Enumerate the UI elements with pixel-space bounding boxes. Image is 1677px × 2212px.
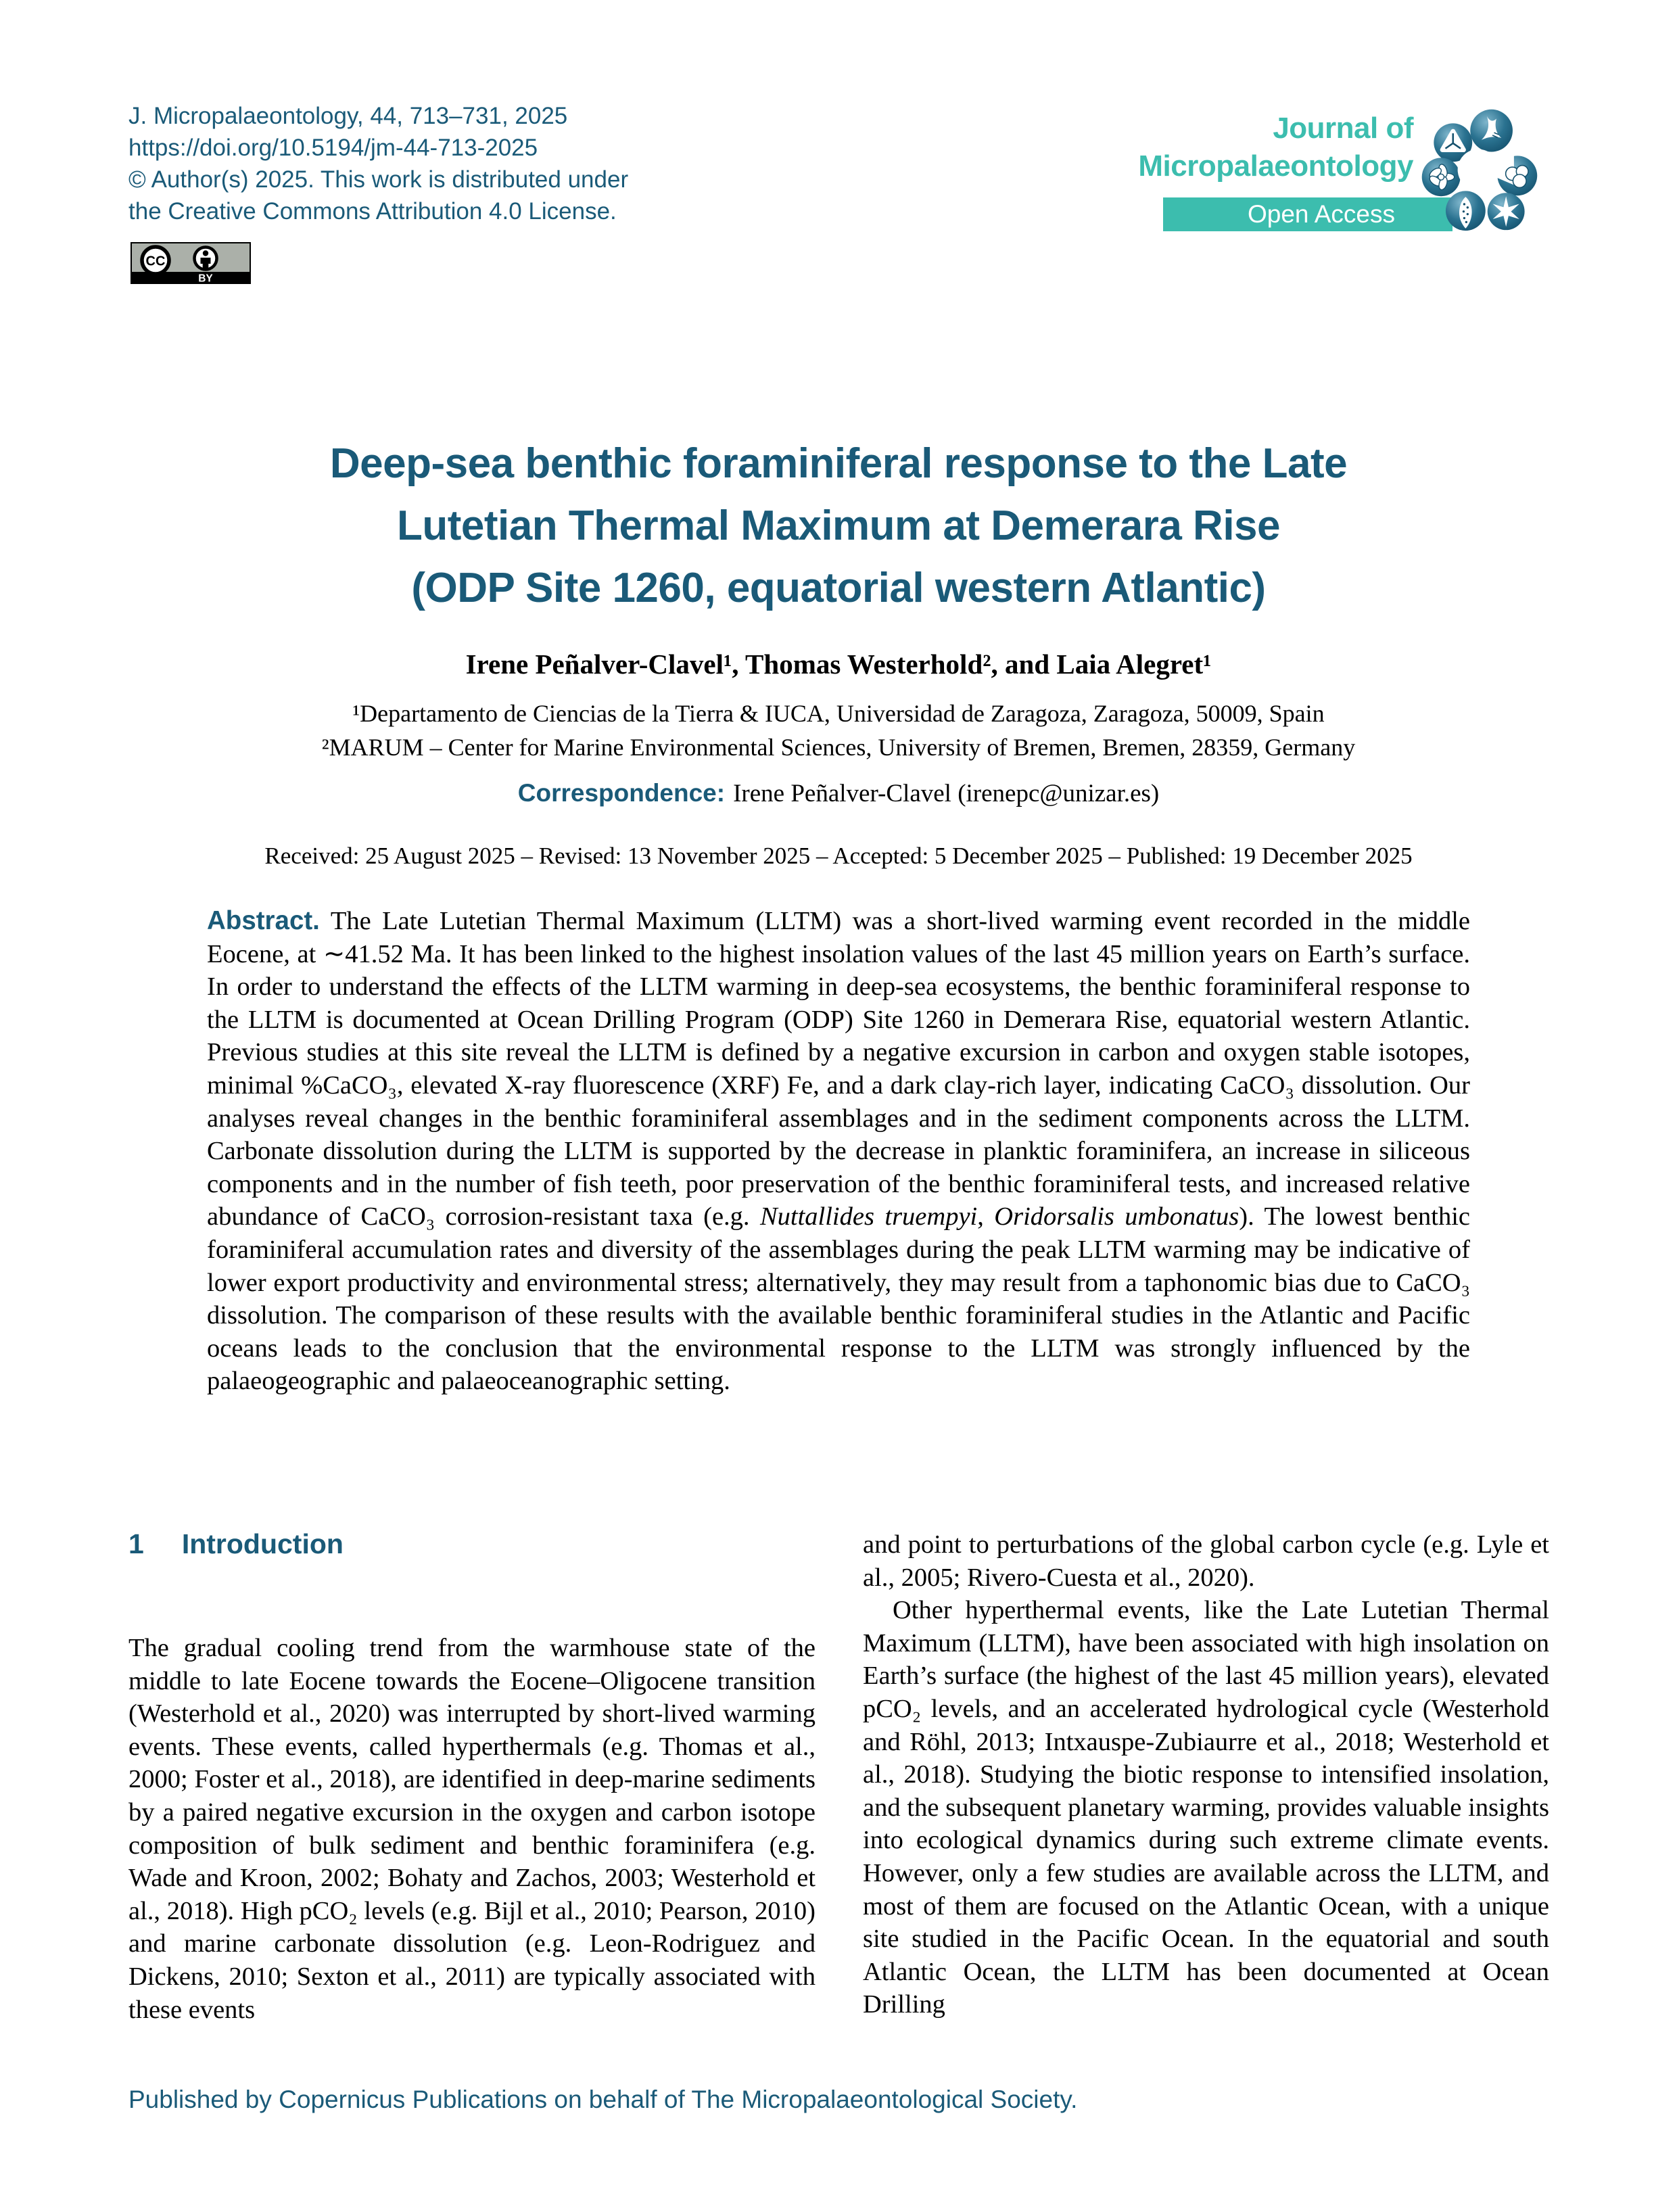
correspondence-line bbox=[0, 779, 1677, 808]
species-name-2: Oridorsalis umbonatus bbox=[994, 1202, 1239, 1231]
affiliation-2: ²MARUM – Center for Marine Environmental Sciences, University of Bremen, Bremen, 28359, Germany bbox=[321, 734, 1356, 761]
cc-by-badge[interactable] bbox=[131, 242, 251, 284]
open-access-label: Open Access bbox=[1247, 200, 1395, 228]
citation-block bbox=[128, 100, 628, 227]
correspondence-text: Irene Peñalver-Clavel (irenepc@unizar.es) bbox=[733, 780, 1160, 807]
section-number: 1 bbox=[128, 1528, 144, 1559]
publisher-footer: Published by Copernicus Publications on behalf of The Micropalaeontological Society. bbox=[128, 2086, 1078, 2113]
title-line-2: Lutetian Thermal Maximum at Demerara Rise bbox=[396, 502, 1281, 549]
person-icon bbox=[195, 248, 217, 270]
by-label: BY bbox=[198, 273, 213, 284]
affiliations bbox=[0, 697, 1677, 764]
section-title: Introduction bbox=[181, 1528, 344, 1559]
intro-paragraph-right-2: Other hyperthermal events, like the Late Lutetian Thermal Maximum (LLTM), have been associated with high insolation on Earth’s surface (the highest of the last 45 million years), elevated pCO₂ levels, and an accelerated hydrological cycle (Westerhold and Röhl, 2013; Intxauspe-Zubiaurre et al., 2018; Westerhold et al., 2018). Studying the biotic response to intensified insolation, and the subsequent planetary warming, provides valuable insights into ecological dynamics during such extreme climate events. However, only a few studies are available across the LLTM, and most of them are focused on the Atlantic Ocean, with a unique site studied in the Pacific Ocean. In the equatorial and south Atlantic Ocean, the LLTM has been documented at Ocean Drilling bbox=[863, 1596, 1549, 2019]
intro-right-column bbox=[863, 1528, 1549, 2021]
section-heading-introduction bbox=[128, 1528, 344, 1560]
title-line-1: Deep-sea benthic foraminiferal response to the Late bbox=[329, 440, 1348, 487]
journal-name-line1: Journal of bbox=[1273, 112, 1413, 145]
abstract-label: Abstract. bbox=[207, 906, 320, 935]
abstract-text-1: The Late Lutetian Thermal Maximum (LLTM) was a short-lived warming event recorded in the middle Eocene, at ∼41.52 Ma. It has been linked to the highest insolation values of the last 45 million years on Earth’s surface. In order to understand the effects of the LLTM warming in deep-sea ecosystems, the benthic foraminiferal response to the LLTM is documented at Ocean Drilling Program (ODP) Site 1260 in Demerara Rise, equatorial western Atlantic. Previous studies at this site reveal the LLTM is defined by a negative excursion in carbon and oxygen stable isotopes, minimal %CaCO₃, elevated X-ray fluorescence (XRF) Fe, and a dark clay-rich layer, indicating CaCO₃ dissolution. Our analyses reveal changes in the benthic foraminiferal assemblages and in the sediment components across the LLTM. Carbonate dissolution during the LLTM is supported by the decrease in planktic foraminifera, an increase in siliceous components and in the number of fish teeth, poor preservation of the benthic foraminiferal tests, and increased relative abundance of CaCO₃ corrosion-resistant taxa (e.g. bbox=[207, 907, 1470, 1231]
journal-citation-line: J. Micropalaeontology, 44, 713–731, 2025 bbox=[128, 103, 568, 129]
intro-paragraph-right-1: and point to perturbations of the global carbon cycle (e.g. Lyle et al., 2005; Rivero-Cuesta et al., 2020). bbox=[863, 1530, 1549, 1592]
correspondence-label: Correspondence: bbox=[517, 779, 726, 807]
title-line-3: (ODP Site 1260, equatorial western Atlantic) bbox=[411, 565, 1266, 611]
doi-link[interactable]: https://doi.org/10.5194/jm-44-713-2025 bbox=[128, 135, 538, 161]
abstract-text-3: ). The lowest benthic foraminiferal accumulation rates and diversity of the assemblages during the peak LLTM warming may be indicative of lower export productivity and environmental stress; alternatively, they may result from a taphonomic bias due to CaCO₃ dissolution. The comparison of these results with the available benthic foraminiferal studies in the Atlantic and Pacific oceans leads to the conclusion that the environmental response to the LLTM was strongly influenced by the palaeogeographic and palaeoceanographic setting. bbox=[207, 1202, 1470, 1396]
publication-dates: Received: 25 August 2025 – Revised: 13 November 2025 – Accepted: 5 December 2025 – Published: 19 December 2025 bbox=[264, 843, 1413, 869]
abstract bbox=[207, 905, 1470, 1398]
abstract-text-2: , bbox=[977, 1202, 995, 1231]
license-line: the Creative Commons Attribution 4.0 License. bbox=[128, 198, 617, 225]
journal-logo bbox=[1412, 100, 1544, 239]
affiliation-1: ¹Departamento de Ciencias de la Tierra & IUCA, Universidad de Zaragoza, Zaragoza, 50009, Spain bbox=[352, 700, 1325, 727]
author-list: Irene Peñalver-Clavel¹, Thomas Westerhold², and Laia Alegret¹ bbox=[465, 649, 1212, 680]
journal-name-line2: Micropalaeontology bbox=[1138, 149, 1413, 183]
open-access-banner bbox=[1163, 197, 1452, 231]
article-title bbox=[0, 433, 1677, 619]
cc-label: CC bbox=[145, 254, 166, 269]
copyright-line: © Author(s) 2025. This work is distributed under bbox=[128, 166, 629, 193]
intro-paragraph-left: The gradual cooling trend from the warmhouse state of the middle to late Eocene towards the Eocene–Oligocene transition (Westerhold et al., 2020) was interrupted by short-lived warming events. These events, called hyperthermals (e.g. Thomas et al., 2000; Foster et al., 2018), are identified in deep-marine sediments by a paired negative excursion in the oxygen and carbon isotope composition of bulk sediment and benthic foraminifera (e.g. Wade and Kroon, 2002; Bohaty and Zachos, 2003; Westerhold et al., 2018). High pCO₂ levels (e.g. Bijl et al., 2010; Pearson, 2010) and marine carbonate dissolution (e.g. Leon-Rodriguez and Dickens, 2010; Sexton et al., 2011) are typically associated with these events bbox=[128, 1634, 816, 2024]
intro-left-column bbox=[128, 1632, 816, 2026]
species-name-1: Nuttallides truempyi bbox=[759, 1202, 978, 1231]
